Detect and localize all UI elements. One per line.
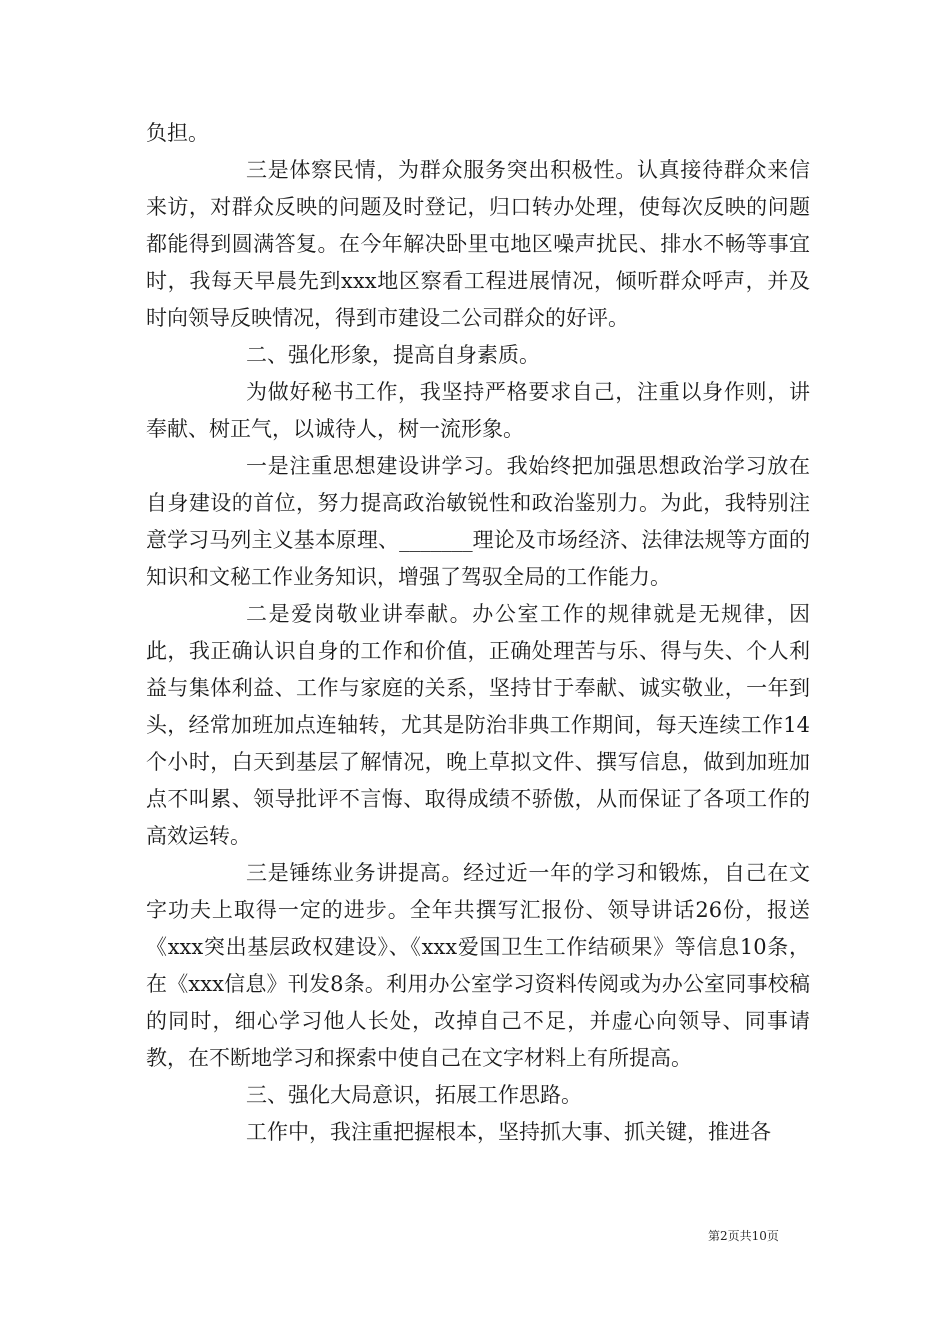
paragraph: 三是体察民情，为群众服务突出积极性。认真接待群众来信来访，对群众反映的问题及时登记，归口转办处理，使每次反映的问题都能得到圆满答复。在今年解决卧里屯地区噪声扰民、排水不畅等事宜时，我每天早晨先到xxx地区察看工程进展情况，倾听群众呼声，并及时向领导反映情况，得到市建设二公司群众的好评。 [146, 158, 810, 330]
page-number-footer: 第2页共10页 [708, 1229, 779, 1243]
paragraph: 一是注重思想建设讲学习。我始终把加强思想政治学习放在自身建设的首位，努力提高政治敏锐性和政治鉴别力。为此，我特别注意学习马列主义基本原理、_______理论及市场经济、法律法规等方面的知识和文秘工作业务知识，增强了驾驭全局的工作能力。 [146, 454, 810, 589]
paragraph: 三是锤练业务讲提高。经过近一年的学习和锻炼，自己在文字功夫上取得一定的进步。全年共撰写汇报份、领导讲话26份，报送《xxx突出基层政权建设》、《xxx爱国卫生工作结硕果》等信息10条，在《xxx信息》刊发8条。利用办公室学习资料传阅或为办公室同事校稿的同时，细心学习他人长处，改掉自己不足，并虚心向领导、同事请教，在不断地学习和探索中使自己在文字材料上有所提高。 [146, 861, 810, 1070]
section-heading: 二、强化形象，提高自身素质。 [246, 343, 540, 367]
paragraph: 二是爱岗敬业讲奉献。办公室工作的规律就是无规律，因此，我正确认识自身的工作和价值，正确处理苦与乐、得与失、个人利益与集体利益、工作与家庭的关系，坚持甘于奉献、诚实敬业，一年到头，经常加班加点连轴转，尤其是防治非典工作期间，每天连续工作14个小时，白天到基层了解情况，晚上草拟文件、撰写信息，做到加班加点不叫累、领导批评不言悔、取得成绩不骄傲，从而保证了各项工作的高效运转。 [146, 602, 810, 848]
document-body [146, 115, 810, 1151]
paragraph: 为做好秘书工作，我坚持严格要求自己，注重以身作则，讲奉献、树正气，以诚待人，树一流形象。 [146, 380, 810, 441]
section-heading: 三、强化大局意识，拓展工作思路。 [246, 1083, 582, 1107]
paragraph: 工作中，我注重把握根本，坚持抓大事、抓关键，推进各 [246, 1120, 771, 1144]
paragraph: 负担。 [146, 121, 209, 145]
